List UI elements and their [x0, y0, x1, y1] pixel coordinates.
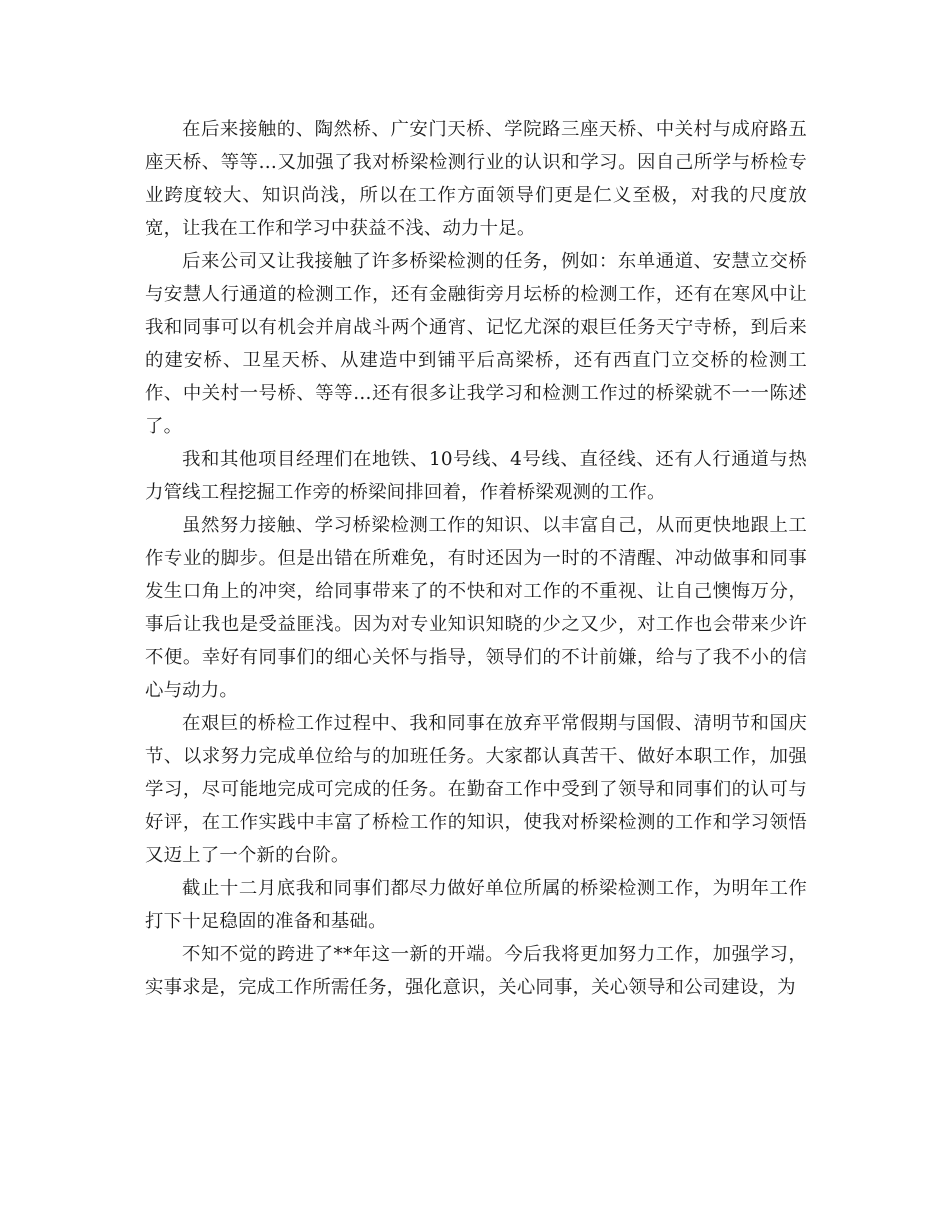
paragraph: 在后来接触的、陶然桥、广安门天桥、学院路三座天桥、中关村与成府路五座天桥、等等…又加强了我对桥梁检测行业的认识和学习。因自己所学与桥检专业跨度较大、知识尚浅，所以在工作方面领导们更是仁义至极，对我的尺度放宽，让我在工作和学习中获益不浅、动力十足。: [145, 119, 807, 239]
paragraph: 截止十二月底我和同事们都尽力做好单位所属的桥梁检测工作，为明年工作打下十足稳固的准备和基础。: [145, 878, 807, 932]
document-body: [145, 113, 807, 1004]
paragraph: 我和其他项目经理们在地铁、10号线、4号线、直径线、还有人行通道与热力管线工程挖掘工作旁的桥梁间排回着，作着桥梁观测的工作。: [145, 449, 807, 503]
paragraph: 虽然努力接触、学习桥梁检测工作的知识、以丰富自己，从而更快地跟上工作专业的脚步。但是出错在所难免，有时还因为一时的不清醒、冲动做事和同事发生口角上的冲突，给同事带来了的不快和对工作的不重视、让自己懊悔万分，事后让我也是受益匪浅。因为对专业知识知晓的少之又少，对工作也会带来少许不便。幸好有同事们的细心关怀与指导，领导们的不计前嫌，给与了我不小的信心与动力。: [145, 515, 807, 701]
paragraph: 后来公司又让我接触了许多桥梁检测的任务，例如：东单通道、安慧立交桥与安慧人行通道的检测工作，还有金融街旁月坛桥的检测工作，还有在寒风中让我和同事可以有机会并肩战斗两个通宵、记忆尤深的艰巨任务天宁寺桥，到后来的建安桥、卫星天桥、从建造中到铺平后高梁桥，还有西直门立交桥的检测工作、中关村一号桥、等等…还有很多让我学习和检测工作过的桥梁就不一一陈述了。: [145, 251, 807, 437]
paragraph: 在艰巨的桥检工作过程中、我和同事在放弃平常假期与国假、清明节和国庆节、以求努力完成单位给与的加班任务。大家都认真苦干、做好本职工作，加强学习，尽可能地完成可完成的任务。在勤奋工作中受到了领导和同事们的认可与好评，在工作实践中丰富了桥检工作的知识，使我对桥梁检测的工作和学习领悟又迈上了一个新的台阶。: [145, 713, 807, 866]
paragraph: 不知不觉的跨进了**年这一新的开端。今后我将更加努力工作，加强学习，实事求是，完成工作所需任务，强化意识，关心同事，关心领导和公司建设，为: [145, 944, 807, 998]
